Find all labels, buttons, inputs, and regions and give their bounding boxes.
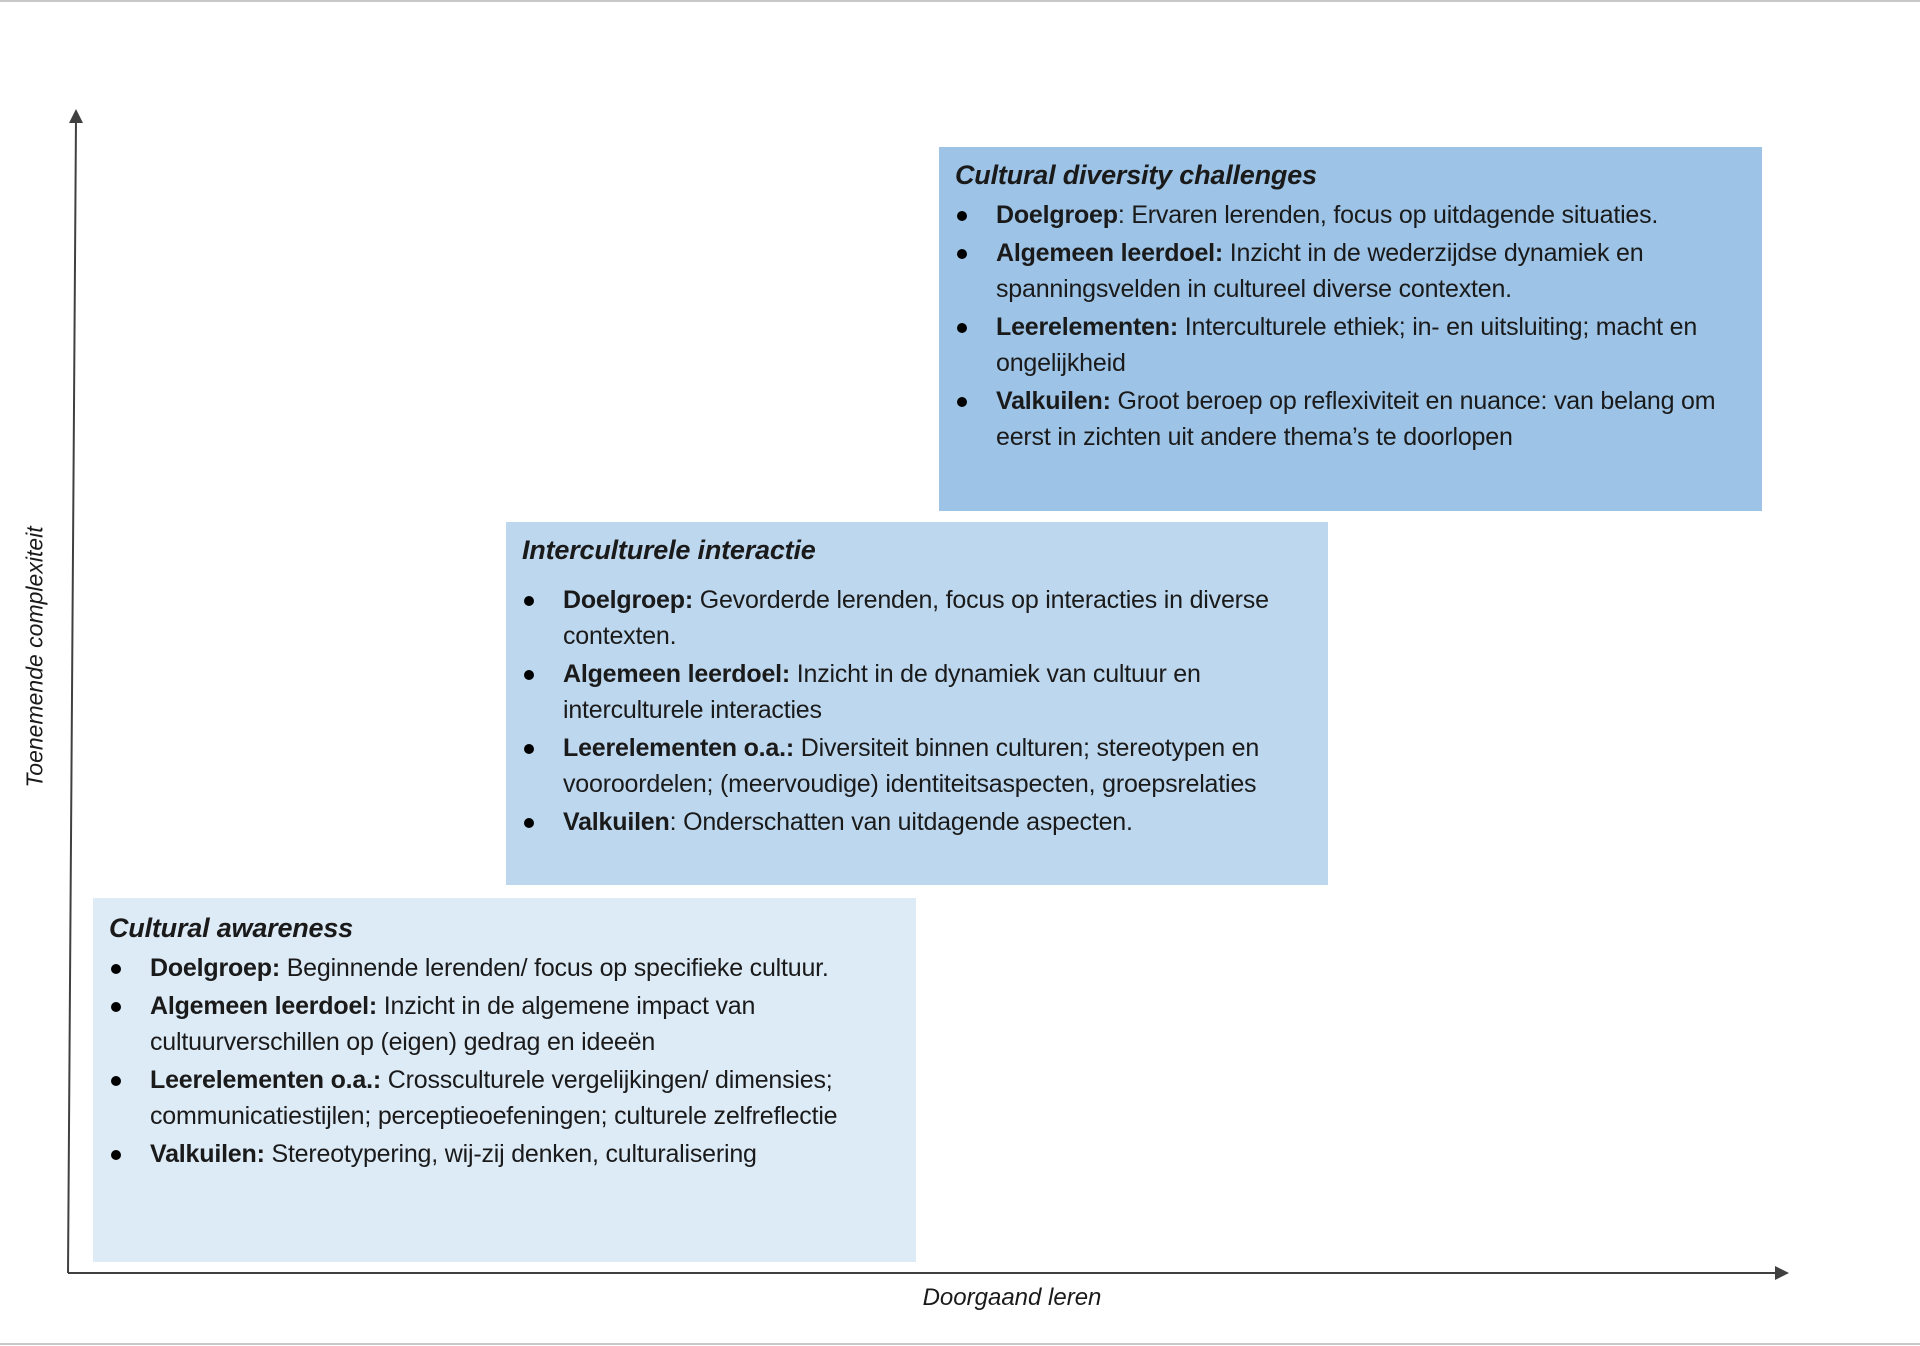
- list-item: [955, 383, 1746, 455]
- bullet-icon: [111, 1150, 121, 1160]
- stage-title: Cultural awareness: [109, 913, 354, 943]
- y-axis-label: Toenemende complexiteit: [21, 526, 48, 788]
- item-text: Stereotypering, wij-zij denken, culturalisering: [264, 1140, 757, 1168]
- list-item: [109, 1062, 900, 1134]
- stage-box-cultural-diversity-challenges: [939, 147, 1762, 511]
- stage-box-interculturele-interactie: [506, 522, 1328, 885]
- bullet-icon: [524, 670, 534, 680]
- item-term: Algemeen leerdoel:: [150, 992, 378, 1020]
- item-term: Valkuilen: [563, 808, 670, 836]
- y-axis-arrowhead: [69, 109, 83, 123]
- item-text: Inzicht in de wederzijdse dynamiek en spanningsvelden in cultureel diverse contexten.: [996, 239, 1644, 303]
- list-item: [522, 656, 1312, 728]
- item-text: Gevorderde lerenden, focus op interacties in diverse contexten.: [563, 586, 1269, 650]
- list-item: [522, 730, 1312, 802]
- bullet-icon: [524, 744, 534, 754]
- x-axis-label: Doorgaand leren: [922, 1284, 1102, 1311]
- item-term: Doelgroep:: [150, 954, 280, 982]
- item-text: : Ervaren lerenden, focus op uitdagende situaties.: [1117, 201, 1659, 229]
- bullet-icon: [111, 1002, 121, 1012]
- stage-title: Interculturele interactie: [522, 535, 816, 565]
- list-item: [109, 988, 900, 1060]
- y-axis-line: [68, 118, 76, 1273]
- stage-item-list: [955, 197, 1746, 455]
- item-term: Algemeen leerdoel:: [563, 660, 791, 688]
- stage-box-cultural-awareness: [93, 898, 916, 1262]
- item-text: Beginnende lerenden/ focus op specifieke cultuur.: [279, 954, 829, 982]
- bullet-icon: [957, 249, 967, 259]
- item-term: Doelgroep:: [563, 586, 693, 614]
- item-term: Valkuilen:: [996, 387, 1111, 415]
- x-axis-arrowhead: [1775, 1266, 1789, 1280]
- bullet-icon: [957, 323, 967, 333]
- item-term: Algemeen leerdoel:: [996, 239, 1224, 267]
- list-item: [109, 950, 900, 986]
- stage-item-list: [522, 582, 1312, 840]
- list-item: [955, 309, 1746, 381]
- bullet-icon: [957, 211, 967, 221]
- bullet-icon: [111, 1076, 121, 1086]
- bullet-icon: [524, 818, 534, 828]
- list-item: [955, 235, 1746, 307]
- list-item: [522, 804, 1312, 840]
- item-text: Interculturele ethiek; in- en uitsluiting; macht en ongelijkheid: [996, 313, 1698, 377]
- item-text: Crossculturele vergelijkingen/ dimensies; communicatiestijlen; perceptieoefeningen; culturele zelfreflectie: [150, 1066, 838, 1130]
- bullet-icon: [957, 397, 967, 407]
- item-term: Valkuilen:: [150, 1140, 265, 1168]
- stage-title: Cultural diversity challenges: [955, 160, 1317, 190]
- item-term: Leerelementen:: [996, 313, 1178, 341]
- item-text: Diversiteit binnen culturen; stereotypen en vooroordelen; (meervoudige) identiteitsaspecten, groepsrelaties: [563, 734, 1260, 798]
- bullet-icon: [524, 596, 534, 606]
- list-item: [109, 1136, 900, 1172]
- list-item: [955, 197, 1746, 233]
- item-text: : Onderschatten van uitdagende aspecten.: [669, 808, 1133, 836]
- item-text: Groot beroep op reflexiviteit en nuance: van belang om eerst in zichten uit andere thema’s te doorlopen: [996, 387, 1716, 451]
- bullet-icon: [111, 964, 121, 974]
- item-term: Leerelementen o.a.:: [150, 1066, 382, 1094]
- item-text: Inzicht in de dynamiek van cultuur en interculturele interacties: [563, 660, 1201, 724]
- item-text: Inzicht in de algemene impact van cultuurverschillen op (eigen) gedrag en ideeën: [150, 992, 756, 1056]
- list-item: [522, 582, 1312, 654]
- stage-item-list: [109, 950, 900, 1172]
- item-term: Leerelementen o.a.:: [563, 734, 795, 762]
- item-term: Doelgroep: [996, 201, 1118, 229]
